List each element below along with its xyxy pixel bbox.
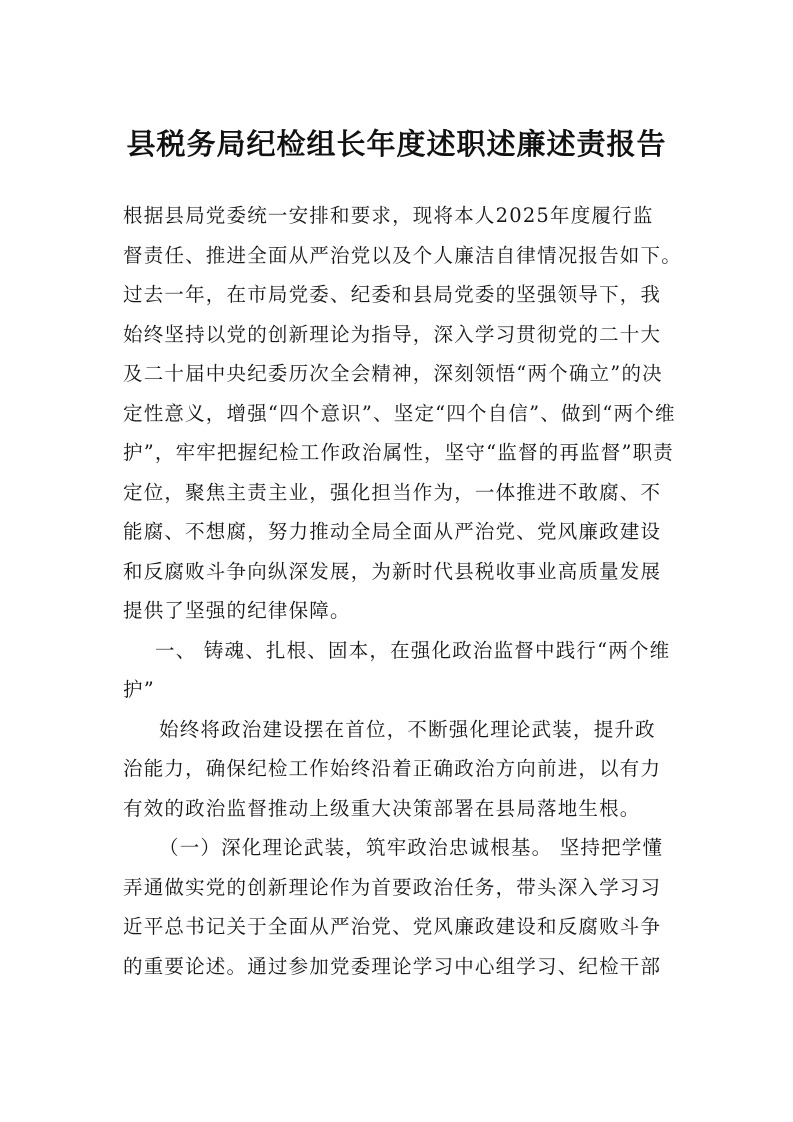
body-line: 近平总书记关于全面从严治党、党风廉政建设和反腐败斗争 (123, 915, 662, 938)
body-line: 定性意义，增强“四个意识”、坚定“四个自信”、做到“两个维 (123, 401, 676, 425)
body-line: 有效的政治监督推动上级重大决策部署在县局落地生根。 (123, 796, 641, 820)
body-line: 根据县局党委统一安排和要求，现将本人2025年度履行监 (123, 204, 654, 227)
body-line: 的重要论述。通过参加党委理论学习中心组学习、纪检干部 (123, 954, 662, 978)
body-line: 护” (123, 678, 155, 701)
body-line: 始终坚持以党的创新理论为指导，深入学习贯彻党的二十大 (123, 322, 662, 346)
body-line: 能腐、不想腐，努力推动全局全面从严治党、党风廉政建设 (123, 520, 662, 543)
body-line: 提供了坚强的纪律保障。 (123, 599, 351, 622)
body-line: （一）深化理论武装，筑牢政治忠诚根基。 坚持把学懂 (159, 836, 664, 859)
body-line: 始终将政治建设摆在首位，不断强化理论武装，提升政 (159, 717, 656, 741)
body-line: 督责任、推进全面从严治党以及个人廉洁自律情况报告如下。 (123, 243, 682, 267)
document-title: 县税务局纪检组长年度述职述廉述责报告 (126, 127, 667, 161)
body-line: 过去一年，在市局党委、纪委和县局党委的坚强领导下，我 (123, 283, 662, 306)
body-line: 和反腐败斗争向纵深发展，为新时代县税收事业高质量发展 (123, 559, 662, 583)
body-line: 弄通做实党的创新理论作为首要政治任务，带头深入学习习 (123, 875, 662, 899)
body-line: 一、 铸魂、扎根、固本，在强化政治监督中践行“两个维 (155, 638, 671, 662)
body-line: 护”，牢牢把握纪检工作政治属性，坚守“监督的再监督”职责 (123, 441, 675, 464)
document-body (123, 196, 683, 986)
body-line: 治能力，确保纪检工作始终沿着正确政治方向前进，以有力 (123, 757, 662, 780)
body-line: 及二十届中央纪委历次全会精神，深刻领悟“两个确立”的决 (123, 362, 663, 385)
body-line: 定位，聚焦主责主业，强化担当作为，一体推进不敢腐、不 (123, 480, 662, 504)
